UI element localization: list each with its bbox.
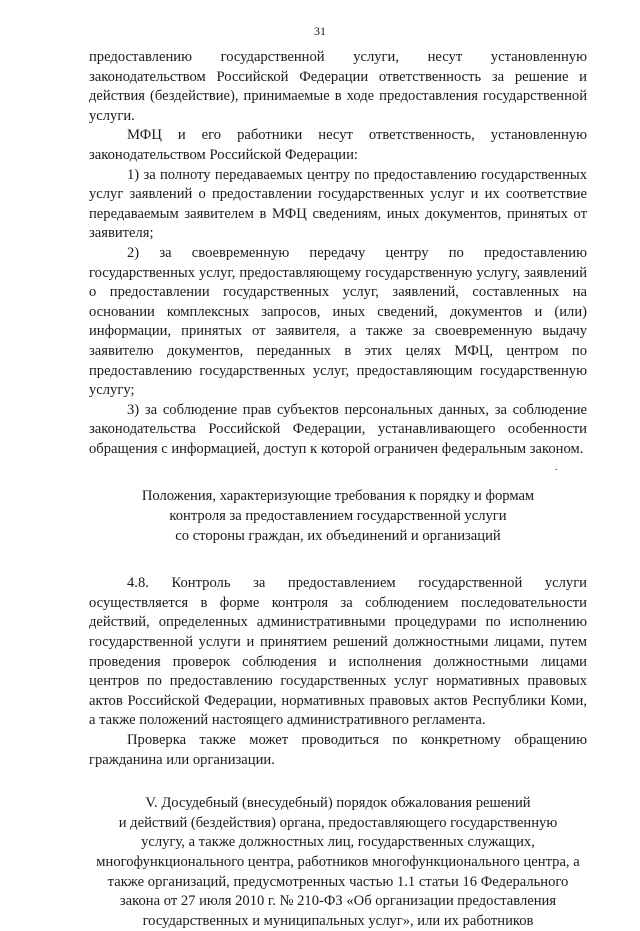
paragraph-responsibility-continuation: предоставлению государственной услуги, несут установленную законодательством Российской Федерации ответственность за решение и действия (бездействие), принимаемые в ходе предоставления государственной услуги. bbox=[89, 49, 587, 124]
heading-line: многофункционального центра, работников многофункционального центра, а bbox=[96, 853, 580, 870]
heading-line: V. Досудебный (внесудебный) порядок обжалования решений bbox=[145, 795, 531, 812]
heading-line: государственных и муниципальных услуг», или их работников bbox=[142, 912, 534, 929]
page-number: 31 bbox=[314, 24, 326, 38]
list-item-3: 3) за соблюдение прав субъектов персональных данных, за соблюдение законодательства Российской Федерации, устанавливающего особенности обращения с информацией, доступ к которой ограничен федеральным законом. bbox=[89, 401, 587, 457]
section-heading-control-requirements bbox=[89, 487, 587, 546]
paragraph-4-8: 4.8. Контроль за предоставлением государственной услуги осуществляется в форме контроля за соблюдением последовательности действий, определенных административными процедурами по исполнению государственной услуги и принятием решений должностными лицами, путем проведения проверок соблюдения и исполнения должностными лицами центров по предоставлению государственных услуг нормативных правовых актов Российской Федерации, нормативных правовых актов Республики Коми, а также положений настоящего административного регламента. bbox=[89, 575, 587, 729]
list-item-2: 2) за своевременную передачу центру по предоставлению государственных услуг, предоставляющему государственную услугу, заявлений о предоставлении государственных услуг, заявлений, составленных на основании комплексных запросов, иных сведений, документов и (или) информации, принятых от заявителя, а также за своевременную выдачу заявителю документов, переданных в этих целях МФЦ, центром по предоставлению государственных услуг, предоставляющим государственную услугу; bbox=[89, 244, 587, 399]
paragraph-inspection: Проверка также может проводиться по конкретному обращению гражданина или организации. bbox=[89, 732, 587, 768]
document-body bbox=[89, 48, 587, 931]
heading-line: контроля за предоставлением государственной услуги bbox=[169, 508, 507, 525]
heading-line: со стороны граждан, их объединений и организаций bbox=[175, 527, 501, 544]
heading-line: также организаций, предусмотренных частью 1.1 статьи 16 Федерального bbox=[107, 873, 569, 890]
chapter-heading-v bbox=[89, 794, 587, 931]
heading-line: Положения, характеризующие требования к порядку и формам bbox=[141, 488, 535, 505]
list-item-1: 1) за полноту передаваемых центру по предоставлению государственных услуг заявлений о предоставлении государственных услуг и их соответствие передаваемым заявителем в МФЦ сведениям, иных документов, принятых от заявителя; bbox=[89, 166, 587, 242]
paragraph-mfc-responsibility: МФЦ и его работники несут ответственность, установленную законодательством Российской Федерации: bbox=[89, 127, 587, 163]
scan-speck: . bbox=[555, 462, 558, 473]
heading-line: и действий (бездействия) органа, предоставляющего государственную bbox=[118, 814, 558, 831]
heading-line: закона от 27 июля 2010 г. № 210-ФЗ «Об организации предоставления bbox=[119, 893, 557, 910]
heading-line: услугу, а также должностных лиц, государственных служащих, bbox=[141, 834, 535, 851]
